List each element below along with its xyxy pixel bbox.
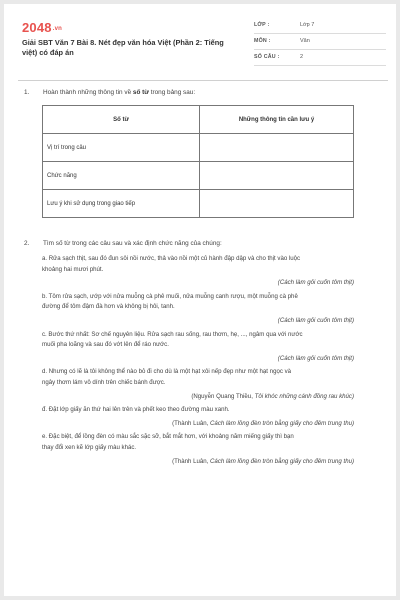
table-cell-answer	[200, 162, 354, 190]
worksheet-page	[4, 4, 396, 596]
question-text-part: trong bảng sau:	[148, 89, 196, 96]
item-line: ngây thơm lám vô dính trên chiếc bánh được.	[42, 378, 166, 386]
site-logo[interactable]	[22, 20, 62, 35]
meta-panel	[254, 18, 386, 66]
item-source	[42, 278, 354, 289]
question-text-part: Hoàn thành những thông tin về	[43, 89, 133, 96]
question-text-bold: số từ	[132, 89, 149, 96]
meta-row-class	[254, 18, 386, 34]
info-table	[42, 105, 354, 218]
table-cell: Chức năng	[43, 162, 200, 190]
worksheet-header	[18, 14, 388, 74]
source-italic: (Cách làm gỏi cuốn tôm thịt)	[277, 354, 354, 362]
item-line: thay đổi xen kẽ lớp giấy màu khác.	[42, 443, 137, 451]
source-italic: Tôi khóc những cánh đồng rau khúc)	[254, 392, 354, 400]
table-row	[43, 190, 354, 218]
meta-row-count	[254, 50, 386, 66]
meta-key: LỚP :	[254, 22, 270, 28]
table-cell: Vị trí trong câu	[43, 134, 200, 162]
table-header-row	[43, 106, 354, 134]
question-number: 2.	[24, 240, 30, 247]
list-item	[42, 405, 354, 429]
item-source	[42, 419, 354, 430]
item-source	[42, 457, 354, 468]
logo-text: 2048	[22, 20, 52, 35]
item-source	[42, 354, 354, 365]
question-number: 1.	[24, 89, 30, 96]
list-item	[42, 292, 354, 327]
source-italic: (Cách làm gỏi cuốn tôm thịt)	[277, 316, 354, 324]
item-line: a. Rửa sạch thịt, sau đó đun sôi nồi nước, thả vào nồi một củ hành đập dập và cho thịt vào luộc	[42, 255, 301, 262]
source-plain: (Nguyễn Quang Thiều,	[191, 392, 255, 400]
list-item	[42, 254, 354, 289]
item-line: e. Đặc biệt, để lồng đèn có màu sắc sặc sỡ, bắt mắt hơn, với khoảng năm miếng giấy thì bạn	[42, 433, 294, 441]
meta-value: Lớp 7	[300, 22, 315, 28]
question-2-items	[42, 254, 354, 470]
item-line: muối pha loãng và sau đó vớt lên để ráo nước.	[42, 341, 169, 349]
meta-key: SỐ CÂU :	[254, 54, 280, 60]
item-line: b. Tôm rửa sạch, ướp với nửa muỗng cà phê muối, nửa muỗng canh rượu, một muỗng cà phê	[42, 292, 298, 300]
item-line: đường để tôm đậm đà hơn và không bị hôi, tanh.	[42, 303, 175, 311]
table-cell-answer	[200, 190, 354, 218]
logo-suffix: .vn	[52, 26, 63, 32]
table-header-cell: Số từ	[43, 106, 200, 134]
table-cell-answer	[200, 134, 354, 162]
meta-value: 2	[300, 54, 304, 60]
table-row	[43, 162, 354, 190]
item-source	[42, 316, 354, 327]
header-divider	[18, 80, 388, 81]
table-cell: Lưu ý khi sử dụng trong giao tiếp	[43, 190, 200, 218]
item-line: d. Nhưng có lẽ là tôi không thể nào bỏ đi cho dù là một hạt xôi nếp đẹp như một hạt ngọc và	[42, 368, 292, 376]
item-source	[42, 392, 354, 403]
source-italic: Cách làm lồng đèn tròn bằng giấy cho đêm trung thu)	[210, 457, 354, 465]
document-title: Giải SBT Văn 7 Bài 8. Nét đẹp văn hóa Việt (Phần 2: Tiếng việt) có đáp án	[22, 38, 224, 57]
source-italic: Cách làm lồng đèn tròn bằng giấy cho đêm trung thu)	[210, 419, 354, 427]
table-header-cell: Những thông tin cần lưu ý	[200, 106, 354, 134]
item-line: khoảng hai mươi phút.	[42, 265, 104, 273]
source-italic: (Cách làm gỏi cuốn tôm thịt)	[277, 279, 354, 287]
item-line: c. Bước thứ nhất: Sơ chế nguyên liệu. Rửa sạch rau sống, rau thơm, hẹ, ..., ngâm qua với nước	[42, 330, 303, 338]
list-item	[42, 330, 354, 365]
table-row	[43, 134, 354, 162]
item-line: đ. Đặt lớp giấy ăn thứ hai lên trên và phết keo theo đường màu xanh.	[42, 406, 230, 414]
meta-value: Văn	[300, 38, 310, 44]
source-plain: (Thành Luân,	[172, 457, 211, 465]
question-text: Tìm số từ trong các câu sau và xác định chức năng của chúng:	[43, 240, 222, 247]
source-plain: (Thành Luân,	[172, 419, 211, 427]
meta-key: MÔN :	[254, 38, 271, 44]
list-item	[42, 367, 354, 402]
question-text	[43, 89, 195, 96]
list-item	[42, 432, 354, 467]
meta-row-subject	[254, 34, 386, 50]
